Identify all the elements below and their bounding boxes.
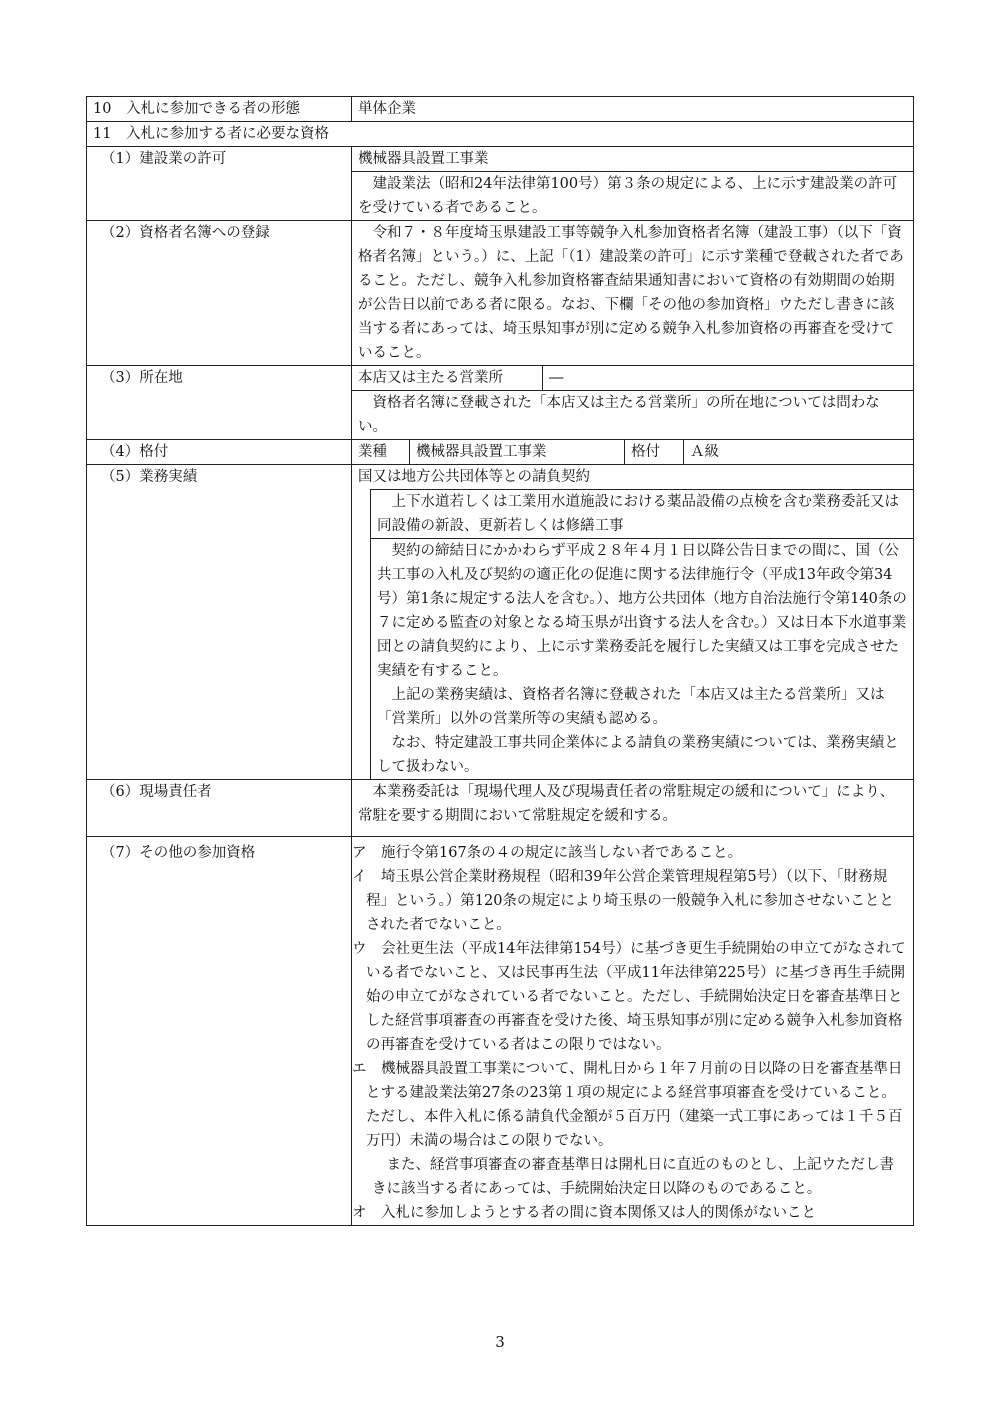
track-p1: 契約の締結日にかかわらず平成２８年４月１日以降公告日までの間に、国（公共工事の入札及び契約の適正化の促進に関する法律施行令（平成13年政令第34号）第1条に規定する法人を含む。）、地方公共団体（地方自治法施行令第140条の７に定める監査の対象となる埼玉県が出資する法人を含む。）又は日本下水道事業団との請負契約により、上に示す業務委託を履行した実績又は工事を完成させた実績を有すること。	[377, 543, 907, 679]
row-10	[87, 97, 914, 122]
document-page	[86, 96, 914, 1226]
license-type: 機械器具設置工事業	[358, 151, 489, 167]
row-label: （5）業務実績	[87, 465, 352, 780]
registry-text: 令和７・８年度埼玉県建設工事等競争入札参加資格者名簿（建設工事）（以下「資格者名簿」という。）に、上記「（1）建設業の許可」に示す業種で登載された者であること。ただし、競争入札参加資格審査結果通知書において資格の有効期間の始期が公告日以前である者に限る。なお、下欄「その他の参加資格」ウただし書きに該当する者にあっては、埼玉県知事が別に定める競争入札参加資格の再審査を受けていること。	[358, 225, 904, 361]
item-e: エ 機械器具設置工事業について、開札日から１年７月前の日以降の日を審査基準日とする建設業法第27条の23第１項の規定による経営事項審査を受けていること。ただし、本件入札に係る請負代金額が５百万円（建築一式工事にあっては１千５百万円）未満の場合はこの限りでない。	[352, 1061, 903, 1149]
location-text: 資格者名簿に登載された「本店又は主たる営業所」の所在地については問わない。	[352, 390, 913, 439]
rating-key-grade: 格付	[625, 440, 684, 464]
track-inner	[370, 489, 913, 779]
track-sub: 上下水道若しくは工業用水道施設における薬品設備の点検を含む業務委託又は同設備の新設、更新若しくは修繕工事	[377, 494, 899, 534]
row-label: （2）資格者名簿への登録	[87, 221, 352, 366]
track-head: 国又は地方公共団体等との請負契約	[358, 469, 590, 485]
qualification-table	[86, 96, 914, 1226]
row-label: （6）現場責任者	[87, 780, 352, 837]
row-label: （3）所在地	[87, 366, 352, 440]
row-label: （1）建設業の許可	[87, 147, 352, 221]
location-key-row	[352, 366, 913, 390]
rating-grade: Ａ級	[690, 444, 719, 460]
row-track-record	[87, 465, 914, 780]
item-a: ア 施行令第167条の４の規定に該当しない者であること。	[352, 845, 743, 861]
item-o: オ 入札に参加しようとする者の間に資本関係又は人的関係がないこと	[352, 1205, 816, 1221]
rating-industry: 機械器具設置工事業	[410, 440, 625, 464]
row-label: （4）格付	[87, 440, 352, 465]
page-number: 3	[495, 1333, 505, 1351]
license-text: 建設業法（昭和24年法律第100号）第３条の規定による、上に示す建設業の許可を受けている者であること。	[352, 171, 913, 220]
track-p3: なお、特定建設工事共同企業体による請負の業務実績については、業務実績として扱わない。	[377, 735, 899, 775]
site-manager-text: 本業務委託は「現場代理人及び現場責任者の常駐規定の緩和について」により、常駐を要する期間において常駐規定を緩和する。	[358, 784, 895, 824]
row-label: （7）その他の参加資格	[87, 837, 352, 1226]
row-11	[87, 122, 914, 147]
location-value: ―	[549, 370, 564, 386]
row-site-manager	[87, 780, 914, 837]
row-value: 単体企業	[358, 101, 416, 117]
rating-key-industry: 業種	[352, 440, 410, 464]
row-other-qualifications	[87, 837, 914, 1226]
item-i: イ 埼玉県公営企業財務規程（昭和39年公営企業管理規程第5号）（以下、「財務規程」という。）第120条の規定により埼玉県の一般競争入札に参加させないこととされた者でないこと。	[352, 869, 894, 933]
track-p2: 上記の業務実績は、資格者名簿に登載された「本店又は主たる営業所」又は「営業所」以外の営業所等の実績も認める。	[377, 687, 885, 727]
item-u: ウ 会社更生法（平成14年法律第154号）に基づき更生手続開始の申立てがなされている者でないこと、又は民事再生法（平成11年法律第225号）に基づき再生手続開始の申立てがなされている者でないこと。ただし、手続開始決定日を審査基準日とした経営事項審査の再審査を受けた後、埼玉県知事が別に定める競争入札参加資格の再審査を受けている者はこの限りではない。	[352, 941, 906, 1053]
row-label: 10 入札に参加できる者の形態	[87, 97, 352, 122]
row-construction-license	[87, 147, 914, 221]
row-rating	[87, 440, 914, 465]
row-label: 11 入札に参加する者に必要な資格	[87, 122, 914, 147]
item-e-continued: また、経営事項審査の審査基準日は開札日に直近のものとし、上記ウただし書きに該当する者にあっては、手続開始決定日以降のものであること。	[372, 1157, 894, 1197]
row-registry	[87, 221, 914, 366]
row-location	[87, 366, 914, 440]
location-key: 本店又は主たる営業所	[352, 366, 543, 390]
rating-row	[352, 440, 913, 464]
